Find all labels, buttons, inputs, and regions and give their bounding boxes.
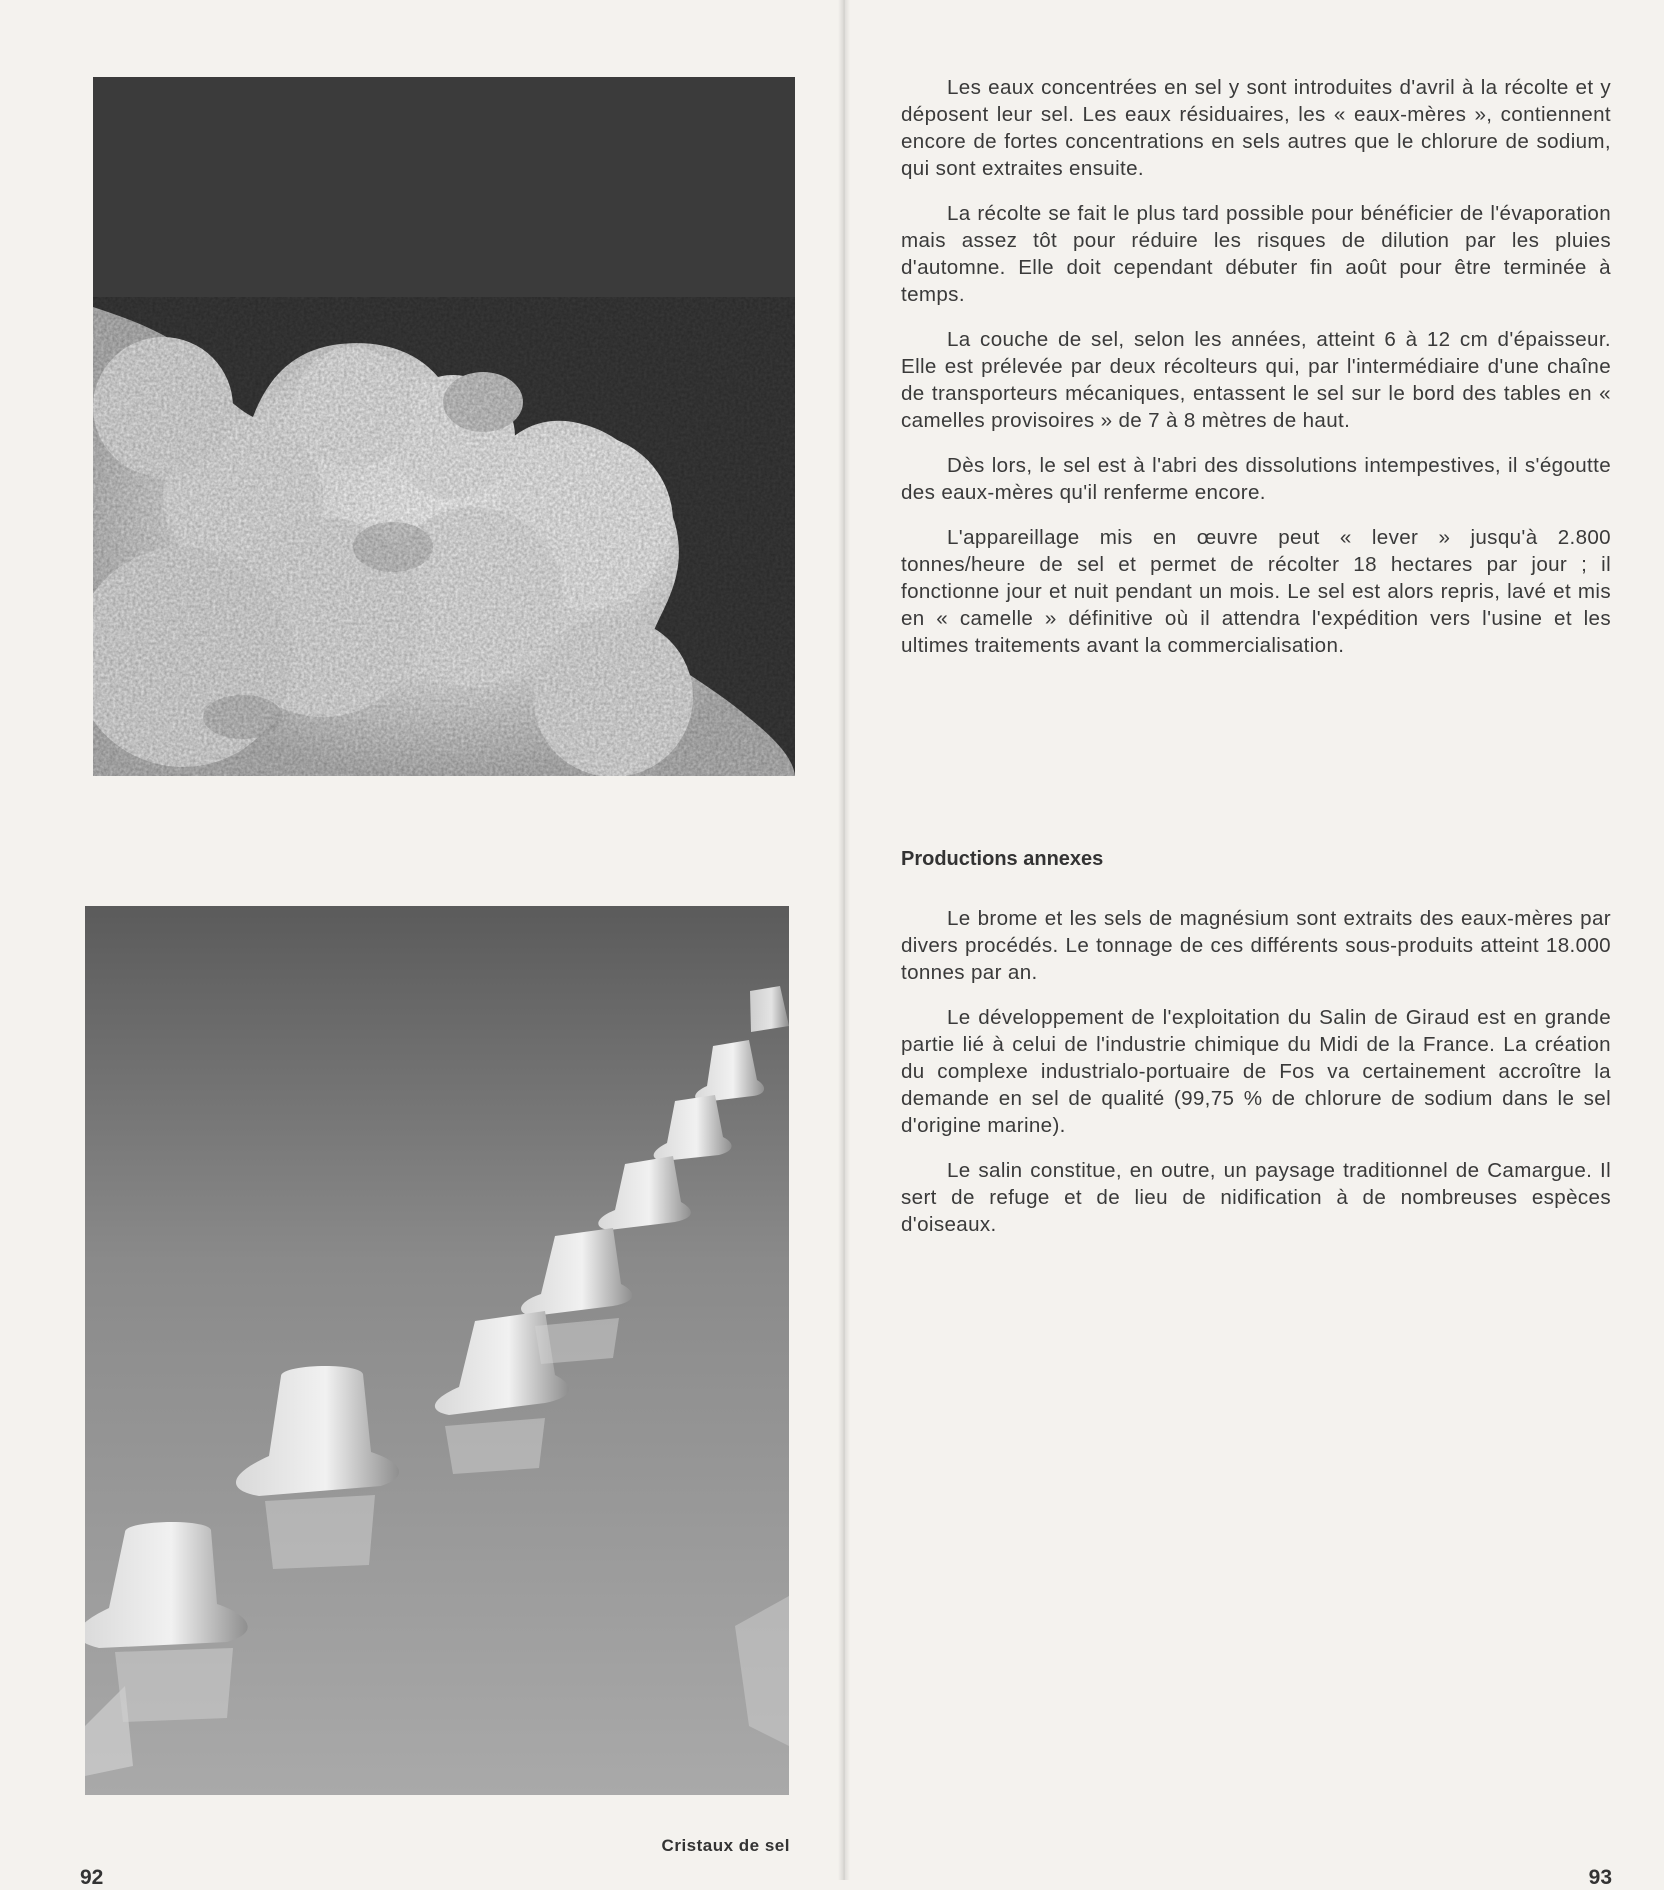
paragraph: Le développement de l'exploitation du Salin de Giraud est en grande partie lié à celui de l'industrie chimique du Midi de la France. La création du complexe industrialo-portuaire de Fos va certainement accroître la demande en sel de qualité (99,75 % de chlorure de sodium dans le sel d'origine marine).	[901, 1006, 1611, 1137]
paragraph: Le salin constitue, en outre, un paysage traditionnel de Camargue. Il sert de refuge et de lieu de nidification à de nombreuses espèces d'oiseaux.	[901, 1159, 1611, 1236]
paragraph: La récolte se fait le plus tard possible pour bénéficier de l'évaporation mais assez tôt pour réduire les risques de dilution par les pluies d'automne. Elle doit cependant débuter fin août pour être terminée à temps.	[901, 202, 1611, 306]
page-number-right: 93	[1588, 1866, 1612, 1889]
right-page	[844, 0, 1664, 1889]
body-text-bottom	[901, 905, 1611, 1256]
section-heading: Productions annexes	[901, 848, 1104, 870]
salt-pillars-photo	[85, 906, 789, 1795]
paragraph: La couche de sel, selon les années, atteint 6 à 12 cm d'épaisseur. Elle est prélevée par deux récolteurs qui, par l'intermédiaire d'une chaîne de transporteurs mécaniques, entassent le sel sur le bord des tables en « camelles provisoires » de 7 à 8 mètres de haut.	[901, 328, 1611, 432]
crystal-mass	[93, 297, 795, 776]
paragraph: L'appareillage mis en œuvre peut « lever » jusqu'à 2.800 tonnes/heure de sel et permet de récolter 18 hectares par jour ; il fonctionne jour et nuit pendant un mois. Le sel est alors repris, lavé et mis en « camelle » définitive où il attendra l'expédition vers l'usine et les ultimes traitements avant la commercialisation.	[901, 526, 1611, 657]
photo-caption: Cristaux de sel	[661, 1836, 790, 1855]
paragraph: Le brome et les sels de magnésium sont extraits des eaux-mères par divers procédés. Le tonnage de ces différents sous-produits atteint 18.000 tonnes par an.	[901, 907, 1611, 984]
page-number-left: 92	[80, 1866, 104, 1889]
paragraph: Dès lors, le sel est à l'abri des dissolutions intempestives, il s'égoutte des eaux-mères qu'il renferme encore.	[901, 454, 1611, 504]
paragraph: Les eaux concentrées en sel y sont introduites d'avril à la récolte et y déposent leur sel. Les eaux résiduaires, les « eaux-mères », contiennent encore de fortes concentrations en sels autres que le chlorure de sodium, qui sont extraites ensuite.	[901, 76, 1611, 180]
salt-crystals-photo	[93, 77, 795, 776]
body-text-top	[901, 74, 1611, 677]
